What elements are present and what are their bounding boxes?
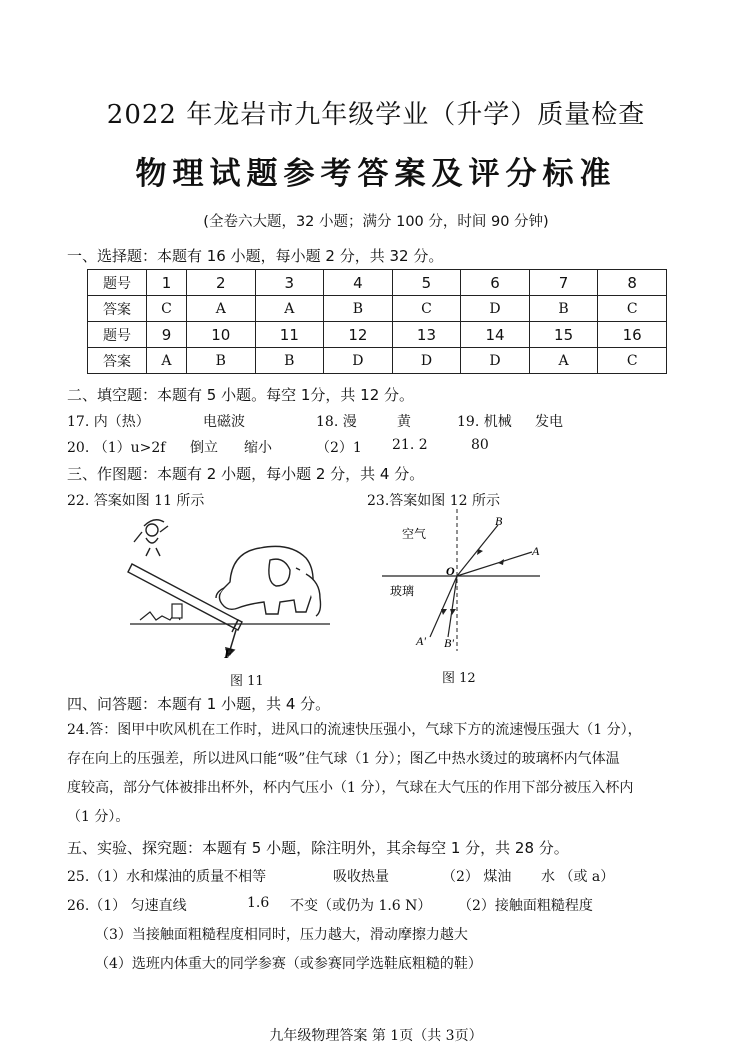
answer-21-a: 21. 2 (392, 437, 428, 453)
table-cell: D (461, 296, 530, 322)
table-cell: C (147, 296, 187, 322)
label-A-prime: A' (416, 634, 426, 648)
answer-17-a: 17. 内（热） (67, 414, 150, 430)
table-cell: 11 (255, 322, 324, 348)
glass-label: 玻璃 (390, 584, 415, 598)
answer-24-line1: 24.答：图甲中吹风机在工作时，进风口的流速快压强小，气球下方的流速慢压强大（1 分）， (67, 722, 642, 738)
table-row (88, 270, 667, 296)
table-row (88, 322, 667, 348)
page-footer: 九年级物理答案 第 1页（共 3页） (269, 1028, 483, 1044)
answer-26-1b: 1.6 (247, 895, 270, 911)
table-cell: B (529, 296, 598, 322)
answer-26-1c: 不变（或仍为 1.6 N） (290, 898, 432, 914)
figure-11-caption: 图 11 (230, 674, 264, 689)
table-cell: 15 (529, 322, 598, 348)
answer-20-b: 倒立 (190, 440, 218, 456)
figure-11-drawing (120, 512, 340, 662)
answer-table (87, 269, 667, 374)
table-row (88, 296, 667, 322)
table-cell: A (255, 296, 324, 322)
answer-19-a: 19. 机械 (457, 414, 512, 430)
answer-24-line4: （1 分）。 (67, 809, 130, 825)
section1-heading: 一、选择题：本题有 16 小题，每小题 2 分，共 32 分。 (67, 247, 444, 265)
row-label-question: 题号 (88, 270, 147, 296)
answer-25-b: 吸收热量 (333, 869, 389, 885)
table-cell: A (529, 348, 598, 374)
table-cell: B (324, 296, 393, 322)
answer-25-c: （2） 煤油 (442, 869, 512, 885)
exam-note: (全卷六大题，32 小题；满分 100 分，时间 90 分钟) (203, 214, 549, 230)
table-cell: C (598, 296, 667, 322)
table-cell: A (186, 296, 255, 322)
elephant-drawing (216, 546, 321, 616)
section3-heading: 三、作图题：本题有 2 小题，每小题 2 分，共 4 分。 (67, 465, 425, 483)
answer-26-4: （4）选班内体重大的同学参赛（或参赛同学选鞋底粗糙的鞋） (95, 956, 482, 972)
table-cell: 5 (392, 270, 461, 296)
table-cell: 14 (461, 322, 530, 348)
table-cell: D (461, 348, 530, 374)
table-cell: C (598, 348, 667, 374)
row-label-answer: 答案 (88, 348, 147, 374)
table-cell: 3 (255, 270, 324, 296)
table-cell: 4 (324, 270, 393, 296)
row-label-answer: 答案 (88, 296, 147, 322)
table-cell: 10 (186, 322, 255, 348)
answer-18-a: 18. 漫 (316, 414, 357, 430)
section5-heading: 五、实验、探究题：本题有 5 小题，除注明外，其余每空 1 分，共 28 分。 (67, 839, 569, 857)
answer-17-b: 电磁波 (203, 414, 245, 430)
answer-25-d: 水 （或 a） (541, 869, 615, 885)
table-cell: A (147, 348, 187, 374)
answer-26-1a: 26.（1） 匀速直线 (67, 898, 187, 914)
row-label-question: 题号 (88, 322, 147, 348)
answer-22: 22. 答案如图 11 所示 (67, 493, 205, 509)
answer-24-line3: 度较高，部分气体被排出杯外，杯内气压小（1 分），气球在大气压的作用下部分被压入杯内 (67, 780, 634, 796)
answer-24-line2: 存在向上的压强差，所以进风口能“吸”住气球（1 分）；图乙中热水烫过的玻璃杯内气体温 (67, 751, 620, 767)
answer-19-b: 发电 (535, 414, 563, 430)
force-label: F (224, 646, 233, 661)
air-label: 空气 (402, 527, 427, 541)
ray-B (457, 525, 498, 576)
label-B-prime: B' (444, 636, 454, 650)
table-cell: 8 (598, 270, 667, 296)
answer-23: 23.答案如图 12 所示 (367, 493, 500, 509)
table-cell: 9 (147, 322, 187, 348)
table-cell: 12 (324, 322, 393, 348)
figure-12-drawing (380, 505, 550, 655)
answer-25-a: 25.（1）水和煤油的质量不相等 (67, 869, 267, 885)
table-cell: B (255, 348, 324, 374)
monkey-drawing (134, 520, 168, 556)
answer-18-b: 黄 (397, 414, 411, 430)
section4-heading: 四、问答题：本题有 1 小题，共 4 分。 (67, 695, 331, 713)
label-B: B (495, 514, 503, 528)
answer-21-b: 80 (471, 437, 489, 453)
answer-20-c: 缩小 (244, 440, 272, 456)
answer-20-a: 20. （1）u>2f (67, 440, 166, 456)
table-cell: 7 (529, 270, 598, 296)
section2-heading: 二、填空题：本题有 5 小题。每空 1分，共 12 分。 (67, 386, 415, 404)
label-A: A (532, 544, 540, 558)
table-cell: 1 (147, 270, 187, 296)
table-row (88, 348, 667, 374)
figure-12-caption: 图 12 (442, 671, 476, 686)
table-cell: B (186, 348, 255, 374)
table-cell: C (392, 296, 461, 322)
table-cell: 6 (461, 270, 530, 296)
answer-26-3: （3）当接触面粗糙程度相同时，压力越大，滑动摩擦力越大 (95, 927, 468, 943)
ray-A (457, 552, 532, 576)
table-cell: D (392, 348, 461, 374)
table-cell: 16 (598, 322, 667, 348)
answer-26-2: （2）接触面粗糙程度 (458, 898, 593, 914)
table-cell: D (324, 348, 393, 374)
table-cell: 13 (392, 322, 461, 348)
table-cell: 2 (186, 270, 255, 296)
answer-20-d: （2）1 (316, 440, 362, 456)
document-subtitle: 物理试题参考答案及评分标准 (135, 156, 617, 192)
page-title: 2022 年龙岩市九年级学业（升学）质量检查 (106, 100, 646, 130)
label-O: O (446, 564, 455, 578)
